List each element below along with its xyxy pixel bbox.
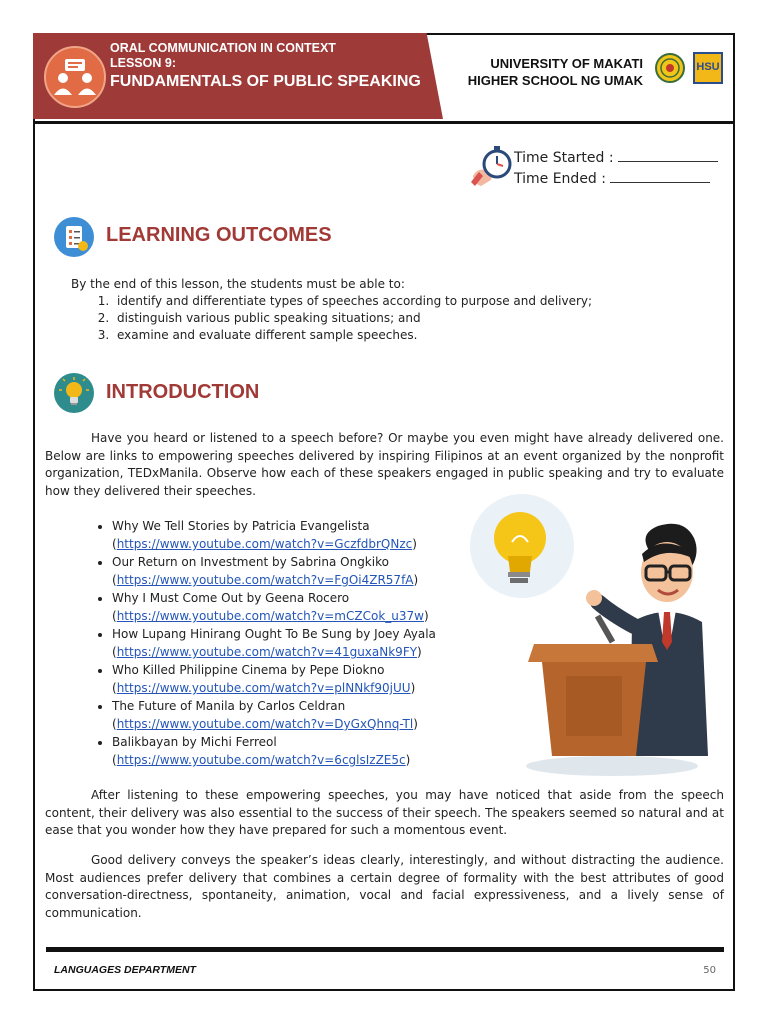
time-ended-row [514, 169, 718, 190]
list-item: 3. examine and evaluate different sample speeches. [113, 327, 592, 344]
lightbulb-icon [54, 373, 94, 413]
speakers-icon [44, 46, 106, 108]
lesson-title: FUNDAMENTALS OF PUBLIC SPEAKING [110, 73, 421, 90]
time-started-row [514, 148, 718, 169]
speech-link[interactable]: https://www.youtube.com/watch?v=FgOi4ZR57fA [116, 573, 414, 587]
speech-title: The Future of Manila by Carlos Celdran [112, 699, 346, 713]
learning-outcomes-block [71, 276, 592, 344]
checklist-icon [54, 217, 94, 257]
introduction-heading: INTRODUCTION [106, 381, 260, 403]
footer-divider [46, 947, 724, 952]
speech-link[interactable]: https://www.youtube.com/watch?v=mCZCok_u37w [116, 609, 424, 623]
intro-paragraph-3 [45, 852, 724, 922]
header-text [110, 41, 421, 92]
list-item: • Who Killed Philippine Cinema by Pepe Diokno (https://www.youtube.com/watch?v=plNNkf90jUU) [112, 661, 436, 697]
stopwatch-icon [471, 142, 513, 188]
speech-title: Who Killed Philippine Cinema by Pepe Diokno [112, 663, 385, 677]
lesson-number: LESSON 9: [110, 56, 176, 70]
course-name: ORAL COMMUNICATION IN CONTEXT [110, 41, 336, 55]
intro-paragraph-1 [45, 430, 724, 500]
intro-paragraph-2 [45, 787, 724, 840]
time-ended-blank[interactable] [610, 170, 710, 183]
header-divider [33, 121, 735, 124]
speech-link[interactable]: https://www.youtube.com/watch?v=plNNkf90jUU [116, 681, 411, 695]
list-item: • Balikbayan by Michi Ferreol (https://www.youtube.com/watch?v=6cglsIzZE5c) [112, 733, 436, 769]
speech-link[interactable]: https://www.youtube.com/watch?v=GczfdbrQNzc [116, 537, 413, 551]
time-started-blank[interactable] [618, 149, 718, 162]
time-block [514, 148, 718, 190]
school-logo: HSU [693, 52, 723, 84]
university-name: UNIVERSITY OF MAKATI [490, 56, 643, 71]
speech-title: Our Return on Investment by Sabrina Ongkiko [112, 555, 389, 569]
time-ended-label: Time Ended : [514, 171, 606, 187]
learning-outcomes-list [71, 293, 592, 344]
paragraph-text: After listening to these empowering speeches, you may have noticed that aside from the speech content, their delivery was also essential to the success of their speech. The speakers seemed so natural and at ease that you wonder how they have prepared for such a momentous event. [45, 788, 724, 837]
department-name: LANGUAGES DEPARTMENT [54, 964, 196, 976]
speech-title: Why We Tell Stories by Patricia Evangelista [112, 519, 370, 533]
paragraph-text: Have you heard or listened to a speech before? Or maybe you even might have already delivered one. Below are links to empowering speeches delivered by inspiring Filipinos at an event organized by the nonprofit organization, TEDxManila. Observe how each of these speakers engaged in public speaking and try to evaluate how they delivered their speeches. [45, 431, 724, 498]
speech-links-list [88, 517, 436, 769]
list-item: • Our Return on Investment by Sabrina Ongkiko (https://www.youtube.com/watch?v=FgOi4ZR57fA) [112, 553, 436, 589]
list-item: 1. identify and differentiate types of speeches according to purpose and delivery; [113, 293, 592, 310]
page-number: 50 [703, 965, 716, 976]
list-item: • The Future of Manila by Carlos Celdran (https://www.youtube.com/watch?v=DyGxQhnq-Tl) [112, 697, 436, 733]
speech-link[interactable]: https://www.youtube.com/watch?v=6cglsIzZE5c [116, 753, 406, 767]
speech-title: How Lupang Hinirang Ought To Be Sung by Joey Ayala [112, 627, 436, 641]
speech-link[interactable]: https://www.youtube.com/watch?v=41guxaNk9FY [116, 645, 418, 659]
list-item: • Why I Must Come Out by Geena Rocero (https://www.youtube.com/watch?v=mCZCok_u37w) [112, 589, 436, 625]
list-item: 2. distinguish various public speaking situations; and [113, 310, 592, 327]
school-name: HIGHER SCHOOL NG UMAK [467, 73, 643, 88]
university-block [468, 55, 643, 89]
list-item: • Why We Tell Stories by Patricia Evangelista (https://www.youtube.com/watch?v=GczfdbrQNzc) [112, 517, 436, 553]
university-seal-icon [655, 53, 685, 83]
speech-link[interactable]: https://www.youtube.com/watch?v=DyGxQhnq-Tl [116, 717, 414, 731]
time-started-label: Time Started : [514, 150, 614, 166]
speech-title: Why I Must Come Out by Geena Rocero [112, 591, 350, 605]
paragraph-text: Good delivery conveys the speaker’s ideas clearly, interestingly, and without distracting the audience. Most audiences prefer delivery that combines a certain degree of formality with the best attributes of good conversation-directness, spontaneity, animation, vocal and facial expressiveness, and a lively sense of communication. [45, 853, 724, 920]
learning-outcomes-lead: By the end of this lesson, the students must be able to: [71, 277, 405, 291]
speech-title: Balikbayan by Michi Ferreol [112, 735, 277, 749]
speaker-illustration [462, 494, 734, 780]
learning-outcomes-heading: LEARNING OUTCOMES [106, 224, 332, 246]
list-item: • How Lupang Hinirang Ought To Be Sung by Joey Ayala (https://www.youtube.com/watch?v=41guxaNk9FY) [112, 625, 436, 661]
